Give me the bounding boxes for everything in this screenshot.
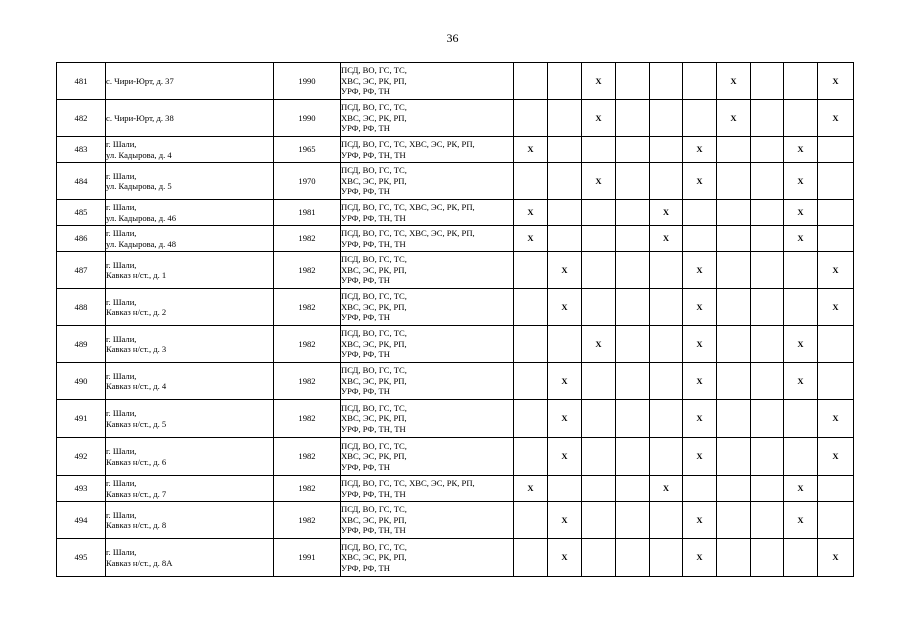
mark-cell <box>751 363 784 400</box>
mark-cell <box>514 326 548 363</box>
works-line: ХВС, ЭС, РК, РП, <box>341 75 407 86</box>
mark-cell: X <box>683 163 717 200</box>
mark-cell <box>616 226 650 252</box>
mark-cell <box>784 438 818 476</box>
address-cell <box>106 200 274 226</box>
mark-cell: X <box>650 226 683 252</box>
mark-cell <box>751 539 784 577</box>
address-line: ул. Кадырова, д. 5 <box>106 181 172 191</box>
mark-cell <box>818 326 854 363</box>
mark-cell <box>582 476 616 502</box>
year-cell: 1982 <box>274 438 341 476</box>
address-line: ул. Кадырова, д. 48 <box>106 238 176 249</box>
works-line: ПСД, ВО, ГС, ТС, <box>341 365 407 376</box>
address-line: Кавказ н/ст., д. 8А <box>106 557 173 568</box>
mark-cell <box>616 137 650 163</box>
address-line: Кавказ н/ст., д. 2 <box>106 307 167 317</box>
mark-cell <box>751 100 784 137</box>
works-line: ПСД, ВО, ГС, ТС, ХВС, ЭС, РК, РП, <box>341 478 475 488</box>
year-cell: 1982 <box>274 326 341 363</box>
works-line: УРФ, РФ, ТН <box>341 123 390 134</box>
mark-cell <box>784 289 818 326</box>
mark-cell <box>751 502 784 539</box>
mark-cell: X <box>548 502 582 539</box>
works-line: ХВС, ЭС, РК, РП, <box>341 264 407 275</box>
mark-cell <box>548 476 582 502</box>
works-line: УРФ, РФ, ТН <box>341 186 390 197</box>
works-cell <box>341 100 514 137</box>
address-cell <box>106 63 274 100</box>
mark-cell: X <box>818 438 854 476</box>
mark-cell <box>818 363 854 400</box>
works-line: ПСД, ВО, ГС, ТС, <box>341 65 407 76</box>
table-row <box>57 163 854 200</box>
year-cell: 1970 <box>274 163 341 200</box>
mark-cell: X <box>784 363 818 400</box>
mark-cell: X <box>818 63 854 100</box>
mark-cell: X <box>784 200 818 226</box>
mark-cell <box>717 476 751 502</box>
works-line: ПСД, ВО, ГС, ТС, ХВС, ЭС, РК, РП, <box>341 228 475 238</box>
address-line: с. Чири-Юрт, д. 38 <box>106 112 174 123</box>
mark-cell <box>548 226 582 252</box>
address-line: г. Шали, <box>106 170 137 181</box>
mark-cell <box>717 438 751 476</box>
works-line: ХВС, ЭС, РК, РП, <box>341 552 407 563</box>
row-number: 493 <box>57 476 106 502</box>
works-line: УРФ, РФ, ТН <box>341 461 390 472</box>
mark-cell: X <box>717 100 751 137</box>
address-line: г. Шали, <box>106 478 137 488</box>
mark-cell: X <box>683 252 717 289</box>
row-number: 491 <box>57 400 106 438</box>
mark-cell <box>616 200 650 226</box>
mark-cell: X <box>784 226 818 252</box>
works-cell <box>341 137 514 163</box>
year-cell: 1982 <box>274 502 341 539</box>
mark-cell <box>751 476 784 502</box>
mark-cell <box>650 400 683 438</box>
mark-cell <box>683 200 717 226</box>
works-line: ХВС, ЭС, РК, РП, <box>341 338 407 349</box>
address-cell <box>106 289 274 326</box>
works-line: УРФ, РФ, ТН, ТН <box>341 525 406 536</box>
works-line: ХВС, ЭС, РК, РП, <box>341 301 407 312</box>
works-cell <box>341 502 514 539</box>
year-cell: 1982 <box>274 289 341 326</box>
mark-cell <box>616 363 650 400</box>
works-line: ПСД, ВО, ГС, ТС, <box>341 541 407 552</box>
mark-cell <box>514 63 548 100</box>
mark-cell <box>616 502 650 539</box>
mark-cell: X <box>683 363 717 400</box>
works-line: ХВС, ЭС, РК, РП, <box>341 451 407 462</box>
year-cell: 1990 <box>274 63 341 100</box>
page-number: 36 <box>446 31 459 45</box>
works-cell <box>341 289 514 326</box>
address-line: Кавказ н/ст., д. 8 <box>106 520 167 530</box>
mark-cell: X <box>582 163 616 200</box>
works-cell <box>341 63 514 100</box>
year-cell: 1982 <box>274 476 341 502</box>
table-row <box>57 438 854 476</box>
mark-cell: X <box>650 200 683 226</box>
address-line: г. Шали, <box>106 509 137 520</box>
year-cell: 1982 <box>274 363 341 400</box>
works-cell <box>341 438 514 476</box>
address-line: с. Чири-Юрт, д. 37 <box>106 75 174 86</box>
mark-cell <box>751 438 784 476</box>
mark-cell <box>582 400 616 438</box>
mark-cell <box>514 289 548 326</box>
mark-cell <box>717 163 751 200</box>
mark-cell <box>582 438 616 476</box>
mark-cell <box>514 100 548 137</box>
mark-cell: X <box>683 137 717 163</box>
row-number: 490 <box>57 363 106 400</box>
address-line: Кавказ н/ст., д. 3 <box>106 344 167 354</box>
mark-cell <box>751 200 784 226</box>
works-line: ПСД, ВО, ГС, ТС, ХВС, ЭС, РК, РП, <box>341 139 475 149</box>
mark-cell <box>616 400 650 438</box>
mark-cell: X <box>548 438 582 476</box>
table-row <box>57 63 854 100</box>
year-cell: 1982 <box>274 400 341 438</box>
works-line: ПСД, ВО, ГС, ТС, <box>341 440 407 451</box>
address-cell <box>106 438 274 476</box>
works-cell <box>341 400 514 438</box>
mark-cell <box>514 252 548 289</box>
table-row <box>57 200 854 226</box>
works-cell <box>341 539 514 577</box>
address-line: г. Шали, <box>106 228 137 238</box>
mark-cell: X <box>548 252 582 289</box>
mark-cell: X <box>514 226 548 252</box>
works-line: ПСД, ВО, ГС, ТС, <box>341 165 407 176</box>
mark-cell: X <box>818 252 854 289</box>
works-line: ПСД, ВО, ГС, ТС, <box>341 402 407 413</box>
buildings-table <box>56 62 854 577</box>
table-row <box>57 289 854 326</box>
mark-cell: X <box>582 100 616 137</box>
mark-cell: X <box>818 539 854 577</box>
mark-cell <box>514 502 548 539</box>
table-row <box>57 400 854 438</box>
mark-cell <box>650 137 683 163</box>
address-line: г. Шали, <box>106 202 137 212</box>
mark-cell: X <box>683 400 717 438</box>
works-line: ХВС, ЭС, РК, РП, <box>341 175 407 186</box>
works-line: УРФ, РФ, ТН <box>341 312 390 323</box>
mark-cell: X <box>784 502 818 539</box>
mark-cell <box>751 289 784 326</box>
mark-cell <box>548 326 582 363</box>
mark-cell <box>717 502 751 539</box>
mark-cell: X <box>717 63 751 100</box>
mark-cell: X <box>650 476 683 502</box>
mark-cell <box>514 163 548 200</box>
mark-cell <box>582 252 616 289</box>
mark-cell: X <box>548 400 582 438</box>
mark-cell <box>717 137 751 163</box>
row-number: 494 <box>57 502 106 539</box>
address-line: г. Шали, <box>106 446 137 456</box>
mark-cell <box>717 226 751 252</box>
mark-cell: X <box>784 476 818 502</box>
address-cell <box>106 163 274 200</box>
works-cell <box>341 226 514 252</box>
works-line: УРФ, РФ, ТН <box>341 275 390 286</box>
address-line: г. Шали, <box>106 408 137 418</box>
mark-cell <box>751 226 784 252</box>
address-line: г. Шали, <box>106 139 137 149</box>
mark-cell <box>784 63 818 100</box>
works-line: ПСД, ВО, ГС, ТС, <box>341 328 407 339</box>
mark-cell <box>650 326 683 363</box>
mark-cell: X <box>548 539 582 577</box>
table-row <box>57 137 854 163</box>
mark-cell <box>616 476 650 502</box>
mark-cell <box>548 100 582 137</box>
table-row <box>57 539 854 577</box>
mark-cell <box>818 502 854 539</box>
table-row <box>57 252 854 289</box>
table-row <box>57 476 854 502</box>
table-body <box>57 63 854 577</box>
mark-cell: X <box>784 137 818 163</box>
mark-cell: X <box>514 200 548 226</box>
address-line: Кавказ н/ст., д. 1 <box>106 270 167 280</box>
works-line: УРФ, РФ, ТН, ТН <box>341 238 406 249</box>
mark-cell <box>818 476 854 502</box>
mark-cell <box>818 137 854 163</box>
mark-cell <box>514 539 548 577</box>
mark-cell <box>582 137 616 163</box>
mark-cell <box>616 252 650 289</box>
address-cell <box>106 252 274 289</box>
mark-cell <box>650 363 683 400</box>
mark-cell: X <box>818 289 854 326</box>
address-line: Кавказ н/ст., д. 7 <box>106 488 167 499</box>
mark-cell <box>616 100 650 137</box>
mark-cell <box>751 326 784 363</box>
mark-cell <box>582 539 616 577</box>
mark-cell <box>616 539 650 577</box>
mark-cell <box>514 400 548 438</box>
row-number: 484 <box>57 163 106 200</box>
mark-cell <box>616 289 650 326</box>
address-line: Кавказ н/ст., д. 5 <box>106 418 167 429</box>
mark-cell: X <box>548 289 582 326</box>
mark-cell <box>650 502 683 539</box>
mark-cell <box>548 163 582 200</box>
mark-cell <box>717 289 751 326</box>
mark-cell <box>514 363 548 400</box>
year-cell: 1965 <box>274 137 341 163</box>
mark-cell <box>717 252 751 289</box>
works-line: УРФ, РФ, ТН <box>341 386 390 397</box>
mark-cell <box>582 226 616 252</box>
works-line: ХВС, ЭС, РК, РП, <box>341 112 407 123</box>
row-number: 488 <box>57 289 106 326</box>
mark-cell: X <box>514 137 548 163</box>
works-line: ПСД, ВО, ГС, ТС, <box>341 102 407 113</box>
row-number: 495 <box>57 539 106 577</box>
mark-cell <box>683 100 717 137</box>
address-cell <box>106 539 274 577</box>
table-row <box>57 363 854 400</box>
mark-cell: X <box>784 163 818 200</box>
mark-cell <box>548 63 582 100</box>
table-row <box>57 326 854 363</box>
mark-cell <box>717 400 751 438</box>
mark-cell <box>683 226 717 252</box>
works-line: ПСД, ВО, ГС, ТС, <box>341 291 407 302</box>
address-cell <box>106 502 274 539</box>
address-line: г. Шали, <box>106 370 137 381</box>
mark-cell <box>616 326 650 363</box>
mark-cell: X <box>514 476 548 502</box>
mark-cell: X <box>683 539 717 577</box>
row-number: 486 <box>57 226 106 252</box>
mark-cell <box>784 400 818 438</box>
works-cell <box>341 200 514 226</box>
works-line: ХВС, ЭС, РК, РП, <box>341 514 407 525</box>
works-line: УРФ, РФ, ТН, ТН <box>341 488 406 499</box>
year-cell: 1982 <box>274 226 341 252</box>
works-cell <box>341 326 514 363</box>
address-line: г. Шали, <box>106 333 137 344</box>
mark-cell <box>582 289 616 326</box>
mark-cell <box>650 100 683 137</box>
mark-cell <box>650 438 683 476</box>
works-line: ПСД, ВО, ГС, ТС, ХВС, ЭС, РК, РП, <box>341 202 475 212</box>
year-cell: 1981 <box>274 200 341 226</box>
row-number: 481 <box>57 63 106 100</box>
address-cell <box>106 137 274 163</box>
mark-cell <box>784 252 818 289</box>
mark-cell: X <box>582 326 616 363</box>
address-line: г. Шали, <box>106 259 137 270</box>
row-number: 487 <box>57 252 106 289</box>
address-line: Кавказ н/ст., д. 6 <box>106 456 167 467</box>
mark-cell <box>582 200 616 226</box>
mark-cell <box>616 163 650 200</box>
mark-cell <box>616 63 650 100</box>
mark-cell <box>582 502 616 539</box>
works-line: УРФ, РФ, ТН <box>341 349 390 360</box>
works-line: УРФ, РФ, ТН <box>341 86 390 97</box>
mark-cell <box>717 326 751 363</box>
mark-cell <box>650 63 683 100</box>
mark-cell: X <box>818 100 854 137</box>
mark-cell <box>818 163 854 200</box>
address-cell <box>106 326 274 363</box>
address-line: ул. Кадырова, д. 46 <box>106 212 176 223</box>
table-row <box>57 502 854 539</box>
mark-cell <box>751 163 784 200</box>
row-number: 492 <box>57 438 106 476</box>
mark-cell: X <box>784 326 818 363</box>
mark-cell <box>751 63 784 100</box>
mark-cell: X <box>683 326 717 363</box>
works-cell <box>341 363 514 400</box>
mark-cell: X <box>818 400 854 438</box>
mark-cell: X <box>548 363 582 400</box>
table-row <box>57 100 854 137</box>
mark-cell <box>751 400 784 438</box>
works-line: ХВС, ЭС, РК, РП, <box>341 413 407 424</box>
mark-cell <box>683 476 717 502</box>
works-line: ПСД, ВО, ГС, ТС, <box>341 504 407 515</box>
works-line: УРФ, РФ, ТН, ТН <box>341 423 406 434</box>
row-number: 485 <box>57 200 106 226</box>
address-line: Кавказ н/ст., д. 4 <box>106 381 167 391</box>
mark-cell <box>650 252 683 289</box>
works-cell <box>341 476 514 502</box>
mark-cell <box>784 539 818 577</box>
mark-cell <box>751 137 784 163</box>
mark-cell <box>784 100 818 137</box>
row-number: 482 <box>57 100 106 137</box>
mark-cell <box>616 438 650 476</box>
works-cell <box>341 252 514 289</box>
works-cell <box>341 163 514 200</box>
address-cell <box>106 476 274 502</box>
address-cell <box>106 363 274 400</box>
mark-cell <box>514 438 548 476</box>
mark-cell <box>717 200 751 226</box>
works-line: ПСД, ВО, ГС, ТС, <box>341 254 407 265</box>
address-cell <box>106 400 274 438</box>
mark-cell <box>582 363 616 400</box>
year-cell: 1991 <box>274 539 341 577</box>
mark-cell <box>751 252 784 289</box>
year-cell: 1990 <box>274 100 341 137</box>
mark-cell: X <box>683 289 717 326</box>
address-line: г. Шали, <box>106 547 137 557</box>
address-cell <box>106 226 274 252</box>
mark-cell <box>818 200 854 226</box>
mark-cell <box>548 200 582 226</box>
works-line: ХВС, ЭС, РК, РП, <box>341 375 407 386</box>
mark-cell: X <box>582 63 616 100</box>
mark-cell <box>818 226 854 252</box>
mark-cell <box>650 539 683 577</box>
row-number: 483 <box>57 137 106 163</box>
address-line: ул. Кадырова, д. 4 <box>106 149 172 160</box>
address-cell <box>106 100 274 137</box>
row-number: 489 <box>57 326 106 363</box>
mark-cell <box>717 363 751 400</box>
year-cell: 1982 <box>274 252 341 289</box>
works-line: УРФ, РФ, ТН, ТН <box>341 212 406 223</box>
mark-cell <box>683 63 717 100</box>
mark-cell <box>548 137 582 163</box>
works-line: УРФ, РФ, ТН, ТН <box>341 149 406 160</box>
mark-cell <box>717 539 751 577</box>
mark-cell <box>650 163 683 200</box>
mark-cell <box>650 289 683 326</box>
mark-cell: X <box>683 438 717 476</box>
address-line: г. Шали, <box>106 296 137 307</box>
table-row <box>57 226 854 252</box>
mark-cell: X <box>683 502 717 539</box>
works-line: УРФ, РФ, ТН <box>341 562 390 573</box>
